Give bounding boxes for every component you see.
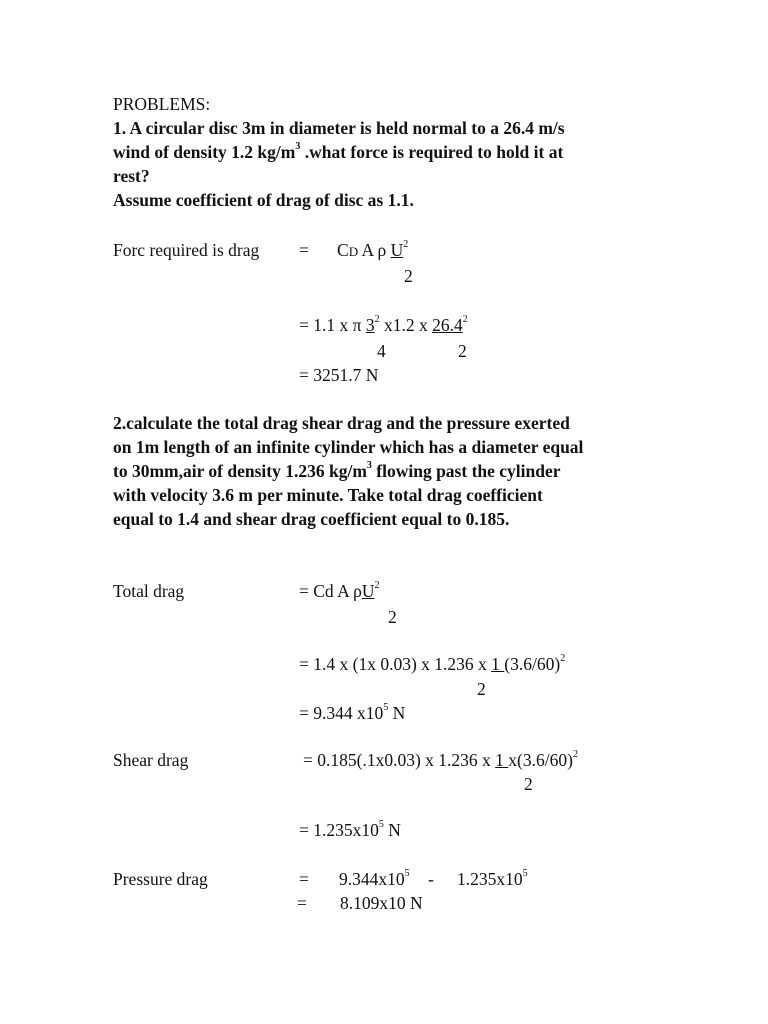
problem2-line4: with velocity 3.6 m per minute. Take total drag coefficient bbox=[113, 485, 543, 505]
force-label: Forc required is drag bbox=[113, 240, 260, 260]
problem1-line4: Assume coefficient of drag of disc as 1.1. bbox=[113, 190, 414, 210]
problem1-calculation: = 1.1 x π $3^2$ x1.2 x 26.4$^2$ bbox=[299, 314, 468, 335]
problem2-line5: equal to 1.4 and shear drag coefficient equal to 0.185. bbox=[113, 509, 510, 529]
pressure-drag-minus: - bbox=[428, 869, 434, 889]
pressure-drag-equals: = bbox=[299, 869, 309, 889]
total-drag-label: Total drag bbox=[113, 581, 185, 601]
pressure-drag-total-value: $9.344x10^5$ bbox=[339, 868, 410, 889]
problem1-line2: wind of density 1.2 $kg/m^3$ .what force is required to hold it at bbox=[113, 141, 564, 162]
force-equals: = bbox=[299, 240, 309, 260]
shear-drag-result: = $1.235x10^5$ N bbox=[299, 819, 401, 840]
problem1-denominator-2: 2 bbox=[458, 341, 467, 361]
pressure-drag-result: 8.109x10 N bbox=[340, 893, 423, 913]
problems-heading: PROBLEMS: bbox=[113, 94, 211, 114]
total-drag-calc-denominator: 2 bbox=[477, 679, 486, 699]
shear-drag-calculation: = 0.185(.1x0.03) x 1.236 x 1 $x(3.6/60)^2$ bbox=[303, 749, 578, 770]
problem1-line3: rest? bbox=[113, 166, 150, 186]
total-drag-formula: = Cd A $\rho U^2$ bbox=[299, 580, 380, 601]
drag-formula: CD A ρ $U^2$ bbox=[337, 239, 409, 260]
pressure-drag-equals-2: = bbox=[297, 893, 307, 913]
pressure-drag-shear-value: $1.235x10^5$ bbox=[457, 868, 528, 889]
pressure-drag-label: Pressure drag bbox=[113, 869, 208, 889]
problem2-line3: to 30mm,air of density 1.236 $kg/m^3$ flowing past the cylinder bbox=[113, 460, 561, 481]
total-drag-calculation: = 1.4 x (1x 0.03) x 1.236 x 1 $(3.6/60)^2$ bbox=[299, 653, 566, 674]
problem1-line1: 1. A circular disc 3m in diameter is held normal to a 26.4 m/s bbox=[113, 118, 565, 138]
total-drag-result: = 9.344 $x10^5$ N bbox=[299, 702, 406, 723]
problem1-result: = 3251.7 N bbox=[299, 365, 379, 385]
total-drag-formula-denominator: 2 bbox=[388, 607, 397, 627]
problem1-denominator-4: 4 bbox=[377, 341, 386, 361]
shear-drag-label: Shear drag bbox=[113, 750, 189, 770]
drag-formula-denominator: 2 bbox=[404, 266, 413, 286]
problem2-line2: on 1m length of an infinite cylinder which has a diameter equal bbox=[113, 437, 584, 457]
shear-drag-denominator: 2 bbox=[524, 774, 533, 794]
problem2-line1: 2.calculate the total drag shear drag and the pressure exerted bbox=[113, 413, 570, 433]
